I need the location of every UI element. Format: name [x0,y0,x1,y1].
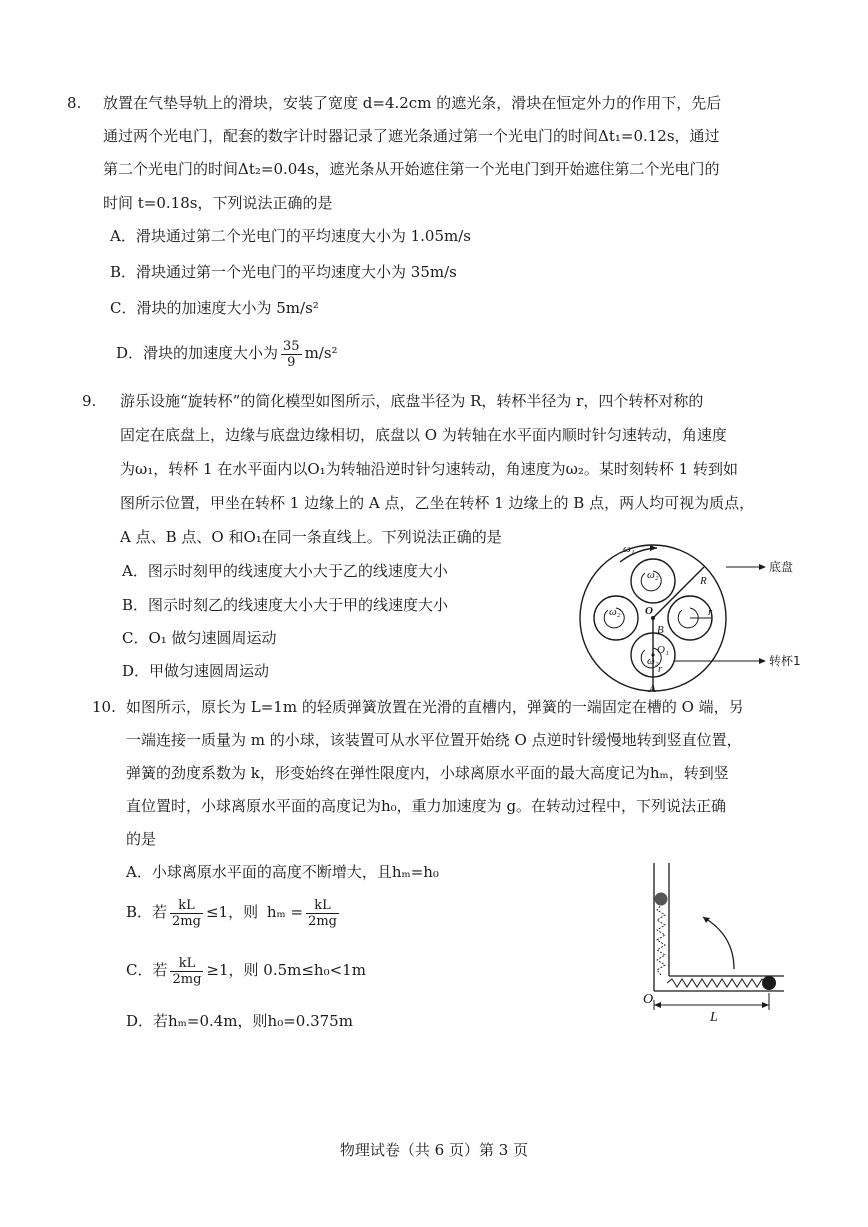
option-d: D．甲做匀速圆周运动 [122,662,270,680]
label-omega2: ω₂ [609,606,621,618]
option-c: C．滑块的加速度大小为 5m/s² [110,299,319,317]
fraction-numerator: kL [170,956,203,972]
option-c [126,953,366,987]
option-a: A．滑块通过第二个光电门的平均速度大小为 1.05m/s [110,227,471,245]
question-text: 通过两个光电门，配套的数字计时器记录了遮光条通过第一个光电门的时间Δt₁=0.12s，通过 [103,127,720,145]
label-dipan: 底盘 [769,560,794,574]
question-text: 为ω₁，转杯 1 在水平面内以O₁为转轴沿逆时针匀速转动，角速度为ω₂。某时刻转杯 1 转到如 [120,460,738,478]
fraction-numerator: kL [170,898,203,914]
question-text: 弹簧的劲度系数为 k，形变始终在弹性限度内，小球离原水平面的最大高度记为hₘ，转到竖 [126,764,729,782]
dimension-arrowhead [762,1002,769,1008]
fraction-denominator: 2mg [172,913,201,929]
option-b-condition: ≤1，则 [205,903,259,921]
label-r: r [708,606,713,618]
question-number: 8. [67,94,82,112]
label-L: L [710,1010,718,1025]
question-text: A 点、B 点、O 和O₁在同一条直线上。下列说法正确的是 [120,528,502,546]
label-omega2: ω₂ [647,569,659,581]
question-text: 的是 [126,830,157,848]
leader-arrowhead [759,564,766,570]
question-text: 如图所示，原长为 L=1m 的轻质弹簧放置在光滑的直槽内，弹簧的一端固定在槽的 O 端，另 [126,698,744,716]
label-R: R [700,575,707,587]
fraction [170,898,203,929]
label-O1: O₁ [657,644,669,656]
ball [762,976,776,990]
dimension-arrowhead [654,1002,661,1008]
label-zhuanbei: 转杯1 [769,654,801,668]
page-footer: 物理试卷（共 6 页）第 3 页 [339,1141,529,1159]
cup-top [631,559,675,603]
option-c: C．O₁ 做匀速圆周运动 [122,629,277,647]
label-r: r [658,663,663,675]
rotating-cups-figure [575,540,805,695]
question-text: 图所示位置，甲坐在转杯 1 边缘上的 A 点，乙坐在转杯 1 边缘上的 B 点，两人均可视为质点， [120,494,755,512]
spring-groove-figure [640,855,790,1025]
label-omega2: ω₂ [647,655,659,667]
horizontal-spring [667,979,765,987]
fraction-denominator: 2mg [172,971,202,987]
option-d: D．若hₘ=0.4m，则h₀=0.375m [126,1012,353,1030]
question-number: 9. [82,392,97,410]
question-text: 一端连接一质量为 m 的小球，该装置可从水平位置开始绕 O 点逆时针缓慢地转到竖直位置， [126,731,742,749]
label-O: O [645,605,653,617]
ball-vertical-position [655,893,668,906]
omega1-arrowhead [650,545,657,551]
label-O: O [643,992,654,1007]
option-b-text: B．若 [126,903,168,921]
question-text: 游乐设施“旋转杯”的简化模型如图所示，底盘半径为 R，转杯半径为 r，四个转杯对称的 [120,392,704,410]
fraction [281,339,302,370]
vertical-spring [657,905,665,975]
leader-arrowhead [759,658,766,664]
option-b: B．图示时刻乙的线速度大小大于甲的线速度大小 [122,596,449,614]
option-d [116,336,338,370]
option-c-text: C．若 [126,961,168,979]
fraction [170,956,203,987]
option-a: A．图示时刻甲的线速度大小大于乙的线速度大小 [122,562,448,580]
question-text: 时间 t=0.18s，下列说法正确的是 [103,194,333,212]
rotation-arrow [703,917,734,969]
fraction [306,898,339,929]
fraction-denominator: 9 [287,354,296,370]
question-text: 第二个光电门的时间Δt₂=0.04s，遮光条从开始遮住第一个光电门到开始遮住第二个光电门的 [103,160,720,178]
radius-R-line [653,567,704,618]
label-omega1: ω₁ [623,543,635,555]
option-c-condition: ≥1，则 0.5m≤h₀<1m [206,961,366,979]
label-A: A [649,683,656,695]
question-text: 直位置时，小球离原水平面的高度记为h₀，重力加速度为 g。在转动过程中，下列说法正确 [126,797,727,815]
option-b [126,895,342,929]
option-b: B．滑块通过第一个光电门的平均速度大小为 35m/s [110,263,457,281]
fraction-denominator: 2mg [308,913,337,929]
cup-left [594,596,638,640]
question-text: 放置在气垫导轨上的滑块，安装了宽度 d=4.2cm 的遮光条，滑块在恒定外力的作用下，先后 [103,94,722,112]
label-B: B [657,624,664,636]
option-d-unit: m/s² [304,344,338,362]
option-d-text: D．滑块的加速度大小为 [116,344,279,362]
question-number: 10. [92,698,116,716]
fraction-numerator: 35 [283,338,300,354]
fraction-numerator: kL [306,898,339,914]
option-a: A．小球离原水平面的高度不断增大，且hₘ=h₀ [126,863,439,881]
option-b-hm: hₘ = [266,903,304,921]
question-text: 固定在底盘上，边缘与底盘边缘相切，底盘以 O 为转轴在水平面内顺时针匀速转动，角速度 [120,426,727,444]
rotation-arrowhead [703,917,710,923]
